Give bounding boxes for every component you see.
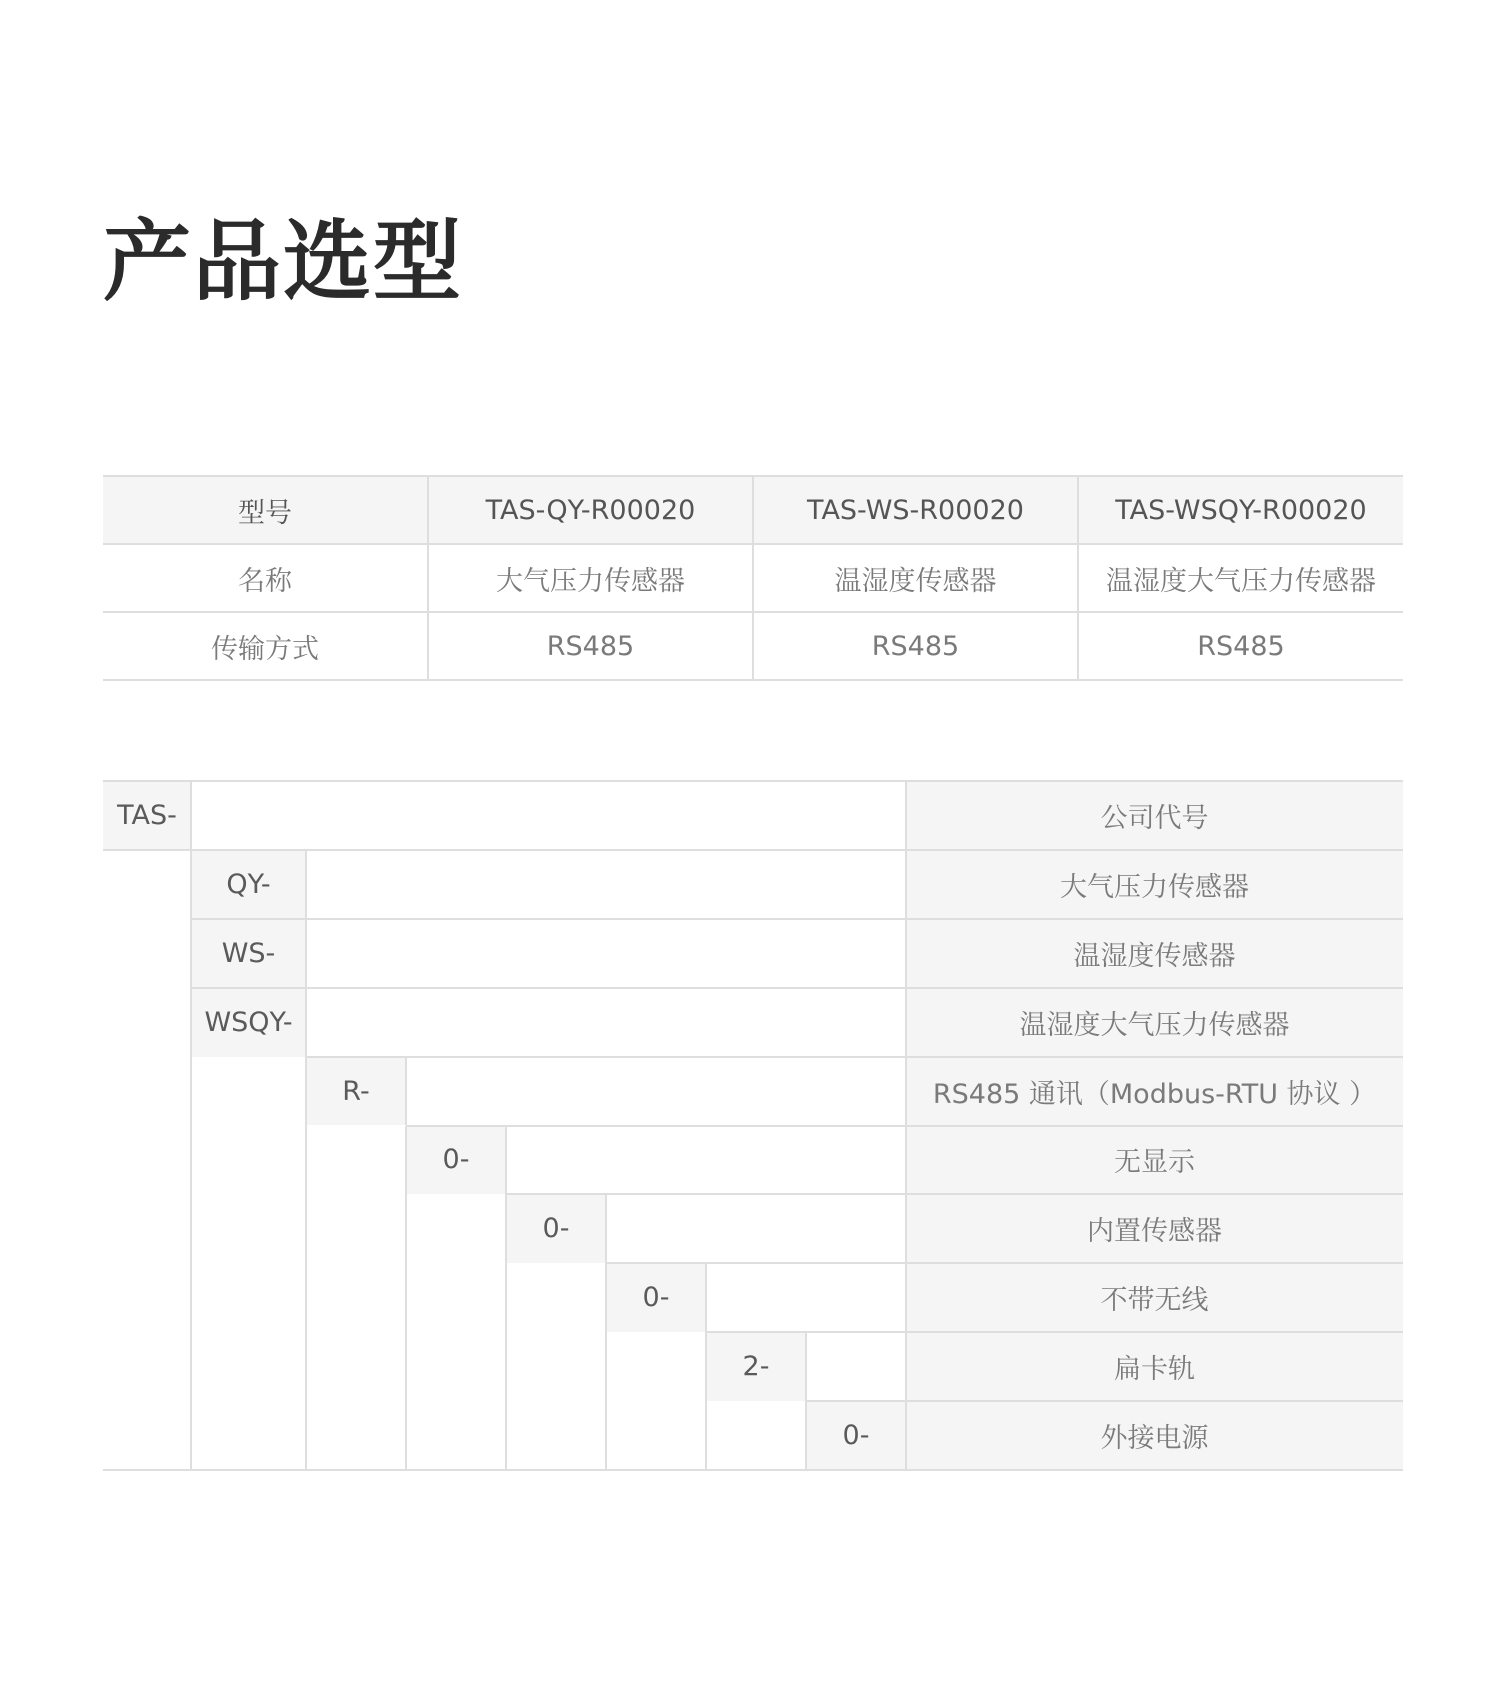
code-cell: WSQY- bbox=[191, 988, 306, 1057]
spec-transmission-qy: RS485 bbox=[428, 612, 753, 680]
page-title: 产品选型 bbox=[103, 210, 464, 313]
spec-model-ws: TAS-WS-R00020 bbox=[753, 476, 1078, 544]
col-divider bbox=[190, 988, 192, 1470]
code-cell: 2- bbox=[706, 1332, 806, 1401]
spec-label-model: 型号 bbox=[103, 476, 428, 544]
code-cell: QY- bbox=[191, 850, 306, 919]
code-cell: 0- bbox=[506, 1194, 606, 1263]
spec-name-qy: 大气压力传感器 bbox=[428, 544, 753, 612]
spec-table bbox=[103, 475, 1403, 681]
code-description: 内置传感器 bbox=[906, 1194, 1403, 1263]
code-description: RS485 通讯（Modbus-RTU 协议 ） bbox=[906, 1057, 1403, 1126]
spec-transmission-wsqy: RS485 bbox=[1078, 612, 1403, 680]
spec-model-wsqy: TAS-WSQY-R00020 bbox=[1078, 476, 1403, 544]
code-description: 扁卡轨 bbox=[906, 1332, 1403, 1401]
spec-name-ws: 温湿度传感器 bbox=[753, 544, 1078, 612]
code-spacer bbox=[706, 1263, 906, 1332]
code-spacer bbox=[191, 781, 906, 850]
code-spacer bbox=[806, 1332, 906, 1401]
code-spacer bbox=[606, 1194, 906, 1263]
code-spacer bbox=[306, 850, 906, 919]
code-description: 不带无线 bbox=[906, 1263, 1403, 1332]
code-spacer bbox=[406, 1057, 906, 1126]
code-spacer bbox=[306, 919, 906, 988]
code-cell: 0- bbox=[806, 1401, 906, 1470]
code-cell: WS- bbox=[191, 919, 306, 988]
code-spacer bbox=[506, 1126, 906, 1195]
code-cell: TAS- bbox=[103, 781, 191, 850]
code-description: 温湿度大气压力传感器 bbox=[906, 988, 1403, 1057]
code-description: 无显示 bbox=[906, 1126, 1403, 1195]
spec-row-transmission bbox=[103, 612, 1403, 680]
spec-label-transmission: 传输方式 bbox=[103, 612, 428, 680]
spec-row-model bbox=[103, 476, 1403, 544]
code-spacer bbox=[306, 988, 906, 1057]
spec-name-wsqy: 温湿度大气压力传感器 bbox=[1078, 544, 1403, 612]
code-description: 大气压力传感器 bbox=[906, 850, 1403, 919]
spec-transmission-ws: RS485 bbox=[753, 612, 1078, 680]
spec-row-name bbox=[103, 544, 1403, 612]
code-description: 公司代号 bbox=[906, 781, 1403, 850]
code-cell: 0- bbox=[606, 1263, 706, 1332]
spec-label-name: 名称 bbox=[103, 544, 428, 612]
code-description: 温湿度传感器 bbox=[906, 919, 1403, 988]
spec-model-qy: TAS-QY-R00020 bbox=[428, 476, 753, 544]
code-description: 外接电源 bbox=[906, 1401, 1403, 1470]
code-cell: R- bbox=[306, 1057, 406, 1126]
code-cell: 0- bbox=[406, 1126, 506, 1195]
